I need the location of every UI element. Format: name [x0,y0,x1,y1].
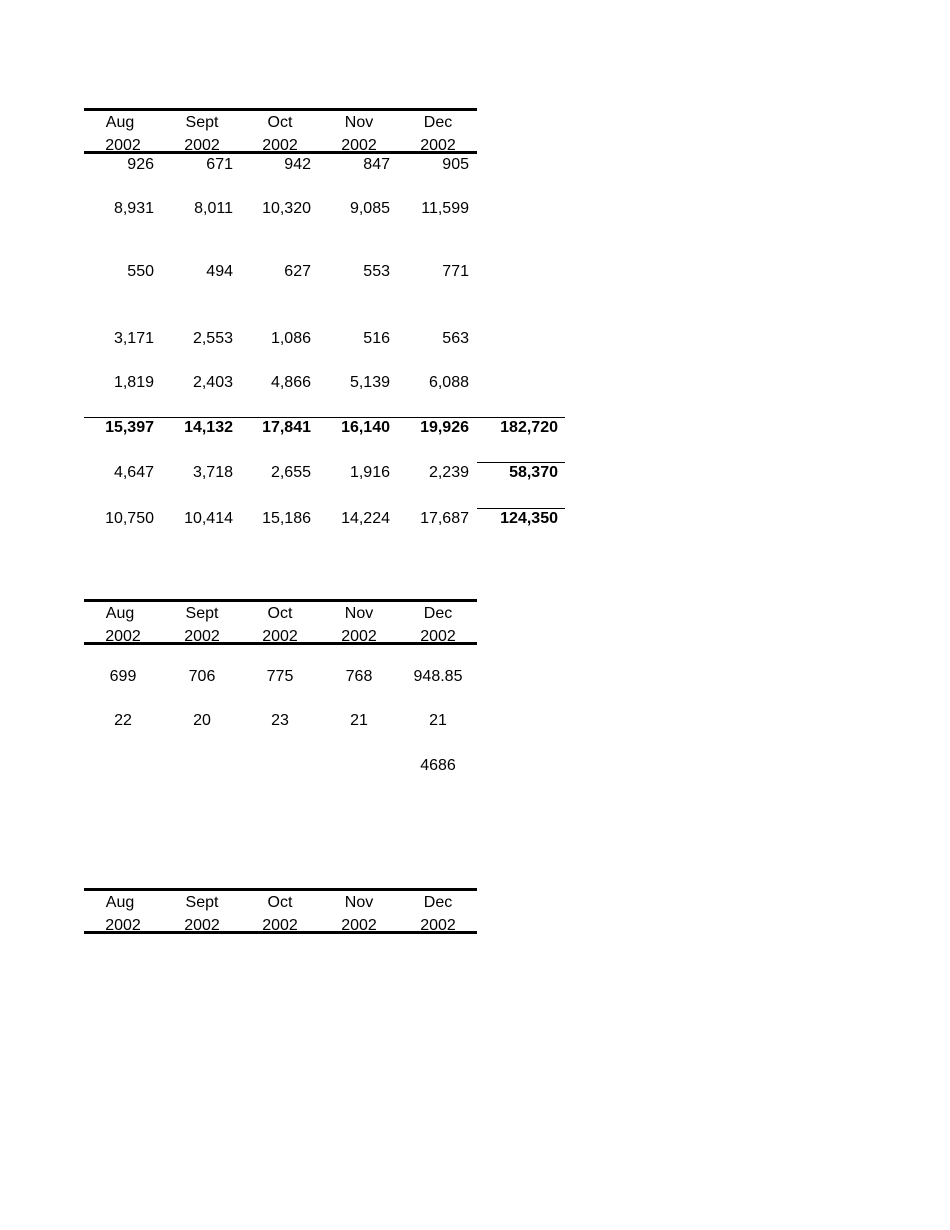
table-cell: 699 [109,668,137,685]
table-cell: 563 [442,330,469,347]
month-header: Nov 2002 [341,605,377,645]
table-cell: 21 [429,712,447,729]
month-header: Oct 2002 [262,605,298,645]
table-cell: 1,916 [349,464,390,481]
month-header: Oct 2002 [262,114,298,154]
table-cell: 627 [284,263,311,280]
month-header: Dec 2002 [420,114,456,154]
table-cell: 553 [363,263,390,280]
table-cell: 22 [114,712,132,729]
table-cell: 10,414 [184,510,233,527]
table-cell: 3,171 [113,330,154,347]
table-cell: 4,866 [270,374,311,391]
table-cell: 10,750 [105,510,154,527]
grand-total-cell: 58,370 [509,464,558,481]
month-header: Nov 2002 [341,114,377,154]
table3-header [84,888,477,934]
table-cell: 15,186 [262,510,311,527]
total-cell: 15,397 [105,419,154,436]
table-cell: 4686 [420,757,456,774]
table-cell: 1,819 [113,374,154,391]
table-cell: 706 [188,668,216,685]
table-cell: 926 [127,156,154,173]
table-cell: 768 [345,668,373,685]
month-header: Aug 2002 [105,894,141,934]
table-cell: 11,599 [421,200,469,217]
month-header: Aug 2002 [105,114,141,154]
table-cell: 775 [266,668,294,685]
table-cell: 2,403 [192,374,233,391]
table-cell: 8,011 [194,200,233,217]
table-cell: 17,687 [420,510,469,527]
month-header: Dec 2002 [420,605,456,645]
table-cell: 771 [442,263,469,280]
table-cell: 10,320 [262,200,311,217]
total-cell: 19,926 [420,419,469,436]
table-cell: 6,088 [428,374,469,391]
grand-total-cell: 182,720 [500,419,558,436]
table-cell: 5,139 [349,374,390,391]
total-cell: 14,132 [184,419,233,436]
table-cell: 2,239 [428,464,469,481]
table-cell: 21 [350,712,368,729]
month-header: Aug 2002 [105,605,141,645]
month-header: Nov 2002 [341,894,377,934]
table-cell: 942 [284,156,311,173]
table-cell: 2,655 [270,464,311,481]
table-cell: 14,224 [341,510,390,527]
month-header: Sept 2002 [184,894,220,934]
month-header: Oct 2002 [262,894,298,934]
table-cell: 550 [127,263,154,280]
table-cell: 847 [363,156,390,173]
total-cell: 16,140 [341,419,390,436]
table-cell: 905 [442,156,469,173]
total-cell: 17,841 [262,419,311,436]
grand-total-cell: 124,350 [500,510,558,527]
table-cell: 1,086 [270,330,311,347]
table-cell: 671 [206,156,233,173]
table-cell: 4,647 [113,464,154,481]
table-cell: 2,553 [192,330,233,347]
table-cell: 516 [363,330,390,347]
table-cell: 23 [271,712,289,729]
table-cell: 20 [193,712,211,729]
table2-header [84,599,477,645]
table-cell: 3,718 [192,464,233,481]
table-cell: 9,085 [349,200,390,217]
month-header: Sept 2002 [184,114,220,154]
month-header: Sept 2002 [184,605,220,645]
table-cell: 948.85 [413,668,463,685]
table-cell: 8,931 [113,200,154,217]
table-cell: 494 [206,263,233,280]
table1-header [84,108,477,154]
month-header: Dec 2002 [420,894,456,934]
